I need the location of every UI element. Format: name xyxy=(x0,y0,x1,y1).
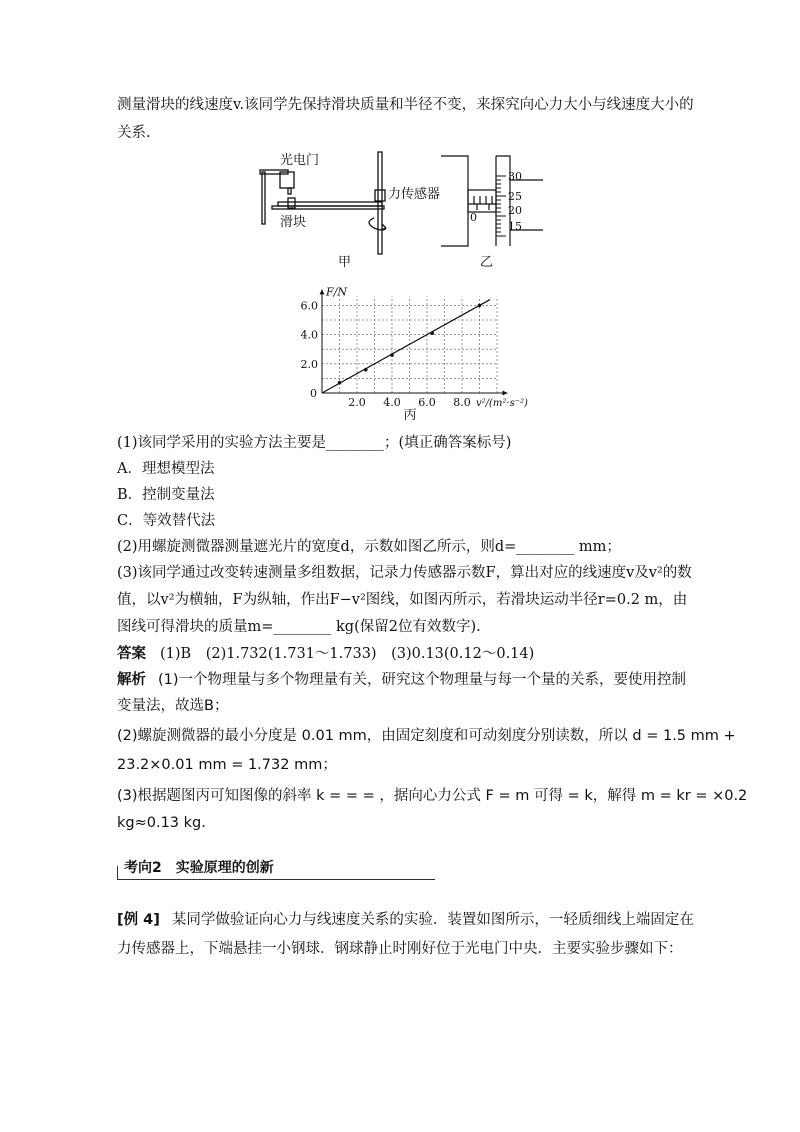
option-c: C．等效替代法 xyxy=(117,513,216,529)
x-tick-label: 2.0 xyxy=(348,396,366,409)
example-line-2: 力传感器上，下端悬挂一小钢球．钢球静止时刚好位于光电门中央．主要实验步骤如下： xyxy=(117,941,683,957)
analysis-text-1: (1)一个物理量与多个物理量有关，研究这个物理量与每一个量的关系，要使用控制 xyxy=(158,672,687,688)
x-axis-label: v²/(m²·s⁻²) xyxy=(476,398,528,409)
example-text-1: 某同学做验证向心力与线速度关系的实验．装置如图所示，一轻质细线上端固定在 xyxy=(171,912,694,928)
analysis-line-2: 变量法，故选B； xyxy=(117,698,229,714)
sensor-label: 力传感器 xyxy=(388,187,441,202)
fit-line xyxy=(322,300,490,393)
section-heading: 考向2 实验原理的创新 xyxy=(124,860,274,876)
x-tick-label: 8.0 xyxy=(453,396,471,409)
analysis-line-1 xyxy=(117,670,686,690)
y-axis-label: F/N xyxy=(326,285,347,299)
analysis-line-6: kg≈0.13 kg. xyxy=(117,815,206,831)
x-axis-arrow xyxy=(503,391,508,396)
scale-label-20: 20 xyxy=(508,204,522,217)
origin-label: 0 xyxy=(310,387,317,400)
option-a: A．理想模型法 xyxy=(117,461,215,477)
figure-yi-caption: 乙 xyxy=(480,255,494,270)
photogate-label: 光电门 xyxy=(280,153,320,168)
text-line-2: 关系. xyxy=(117,125,151,141)
figure-bing-chart xyxy=(288,280,528,422)
y-tick-label: 4.0 xyxy=(300,328,318,342)
analysis-line-3: (2)螺旋测微器的最小分度是 0.01 mm，由固定刻度和可动刻度分别读数，所以 d = 1.5 mm + xyxy=(117,728,736,744)
answer-row xyxy=(117,644,534,664)
section-rule xyxy=(117,879,435,880)
text-line-1: 测量滑块的线速度v.该同学先保持滑块质量和半径不变，来探究向心力大小与线速度大小的 xyxy=(117,97,694,113)
question-1: (1)该同学采用的实验方法主要是________；(填正确答案标号) xyxy=(117,435,512,451)
x-tick-label: 4.0 xyxy=(383,396,401,409)
analysis-line-4: 23.2×0.01 mm = 1.732 mm； xyxy=(117,757,337,773)
slider-label: 滑块 xyxy=(280,215,307,230)
figure-jia-caption: 甲 xyxy=(338,255,352,270)
figure-bing-caption: 丙 xyxy=(403,408,417,422)
answer-text: (1)B (2)1.732(1.731～1.733) (3)0.13(0.12～0.14) xyxy=(160,646,535,662)
question-3-line-1: (3)该同学通过改变转速测量多组数据，记录力传感器示数F，算出对应的线速度v及v²的数 xyxy=(117,565,692,581)
question-3-line-2: 值，以v²为横轴，F为纵轴，作出F−v²图线，如图丙所示，若滑块运动半径r=0.2 m，由 xyxy=(117,592,688,608)
y-tick-label: 2.0 xyxy=(300,357,318,371)
example-line-1 xyxy=(117,910,694,930)
x-tick-label: 6.0 xyxy=(418,396,436,409)
figure-yi xyxy=(438,150,558,272)
figure-jia xyxy=(250,148,450,273)
option-b: B．控制变量法 xyxy=(117,487,215,503)
data-point xyxy=(390,353,394,357)
data-point xyxy=(430,331,434,335)
analysis-label: 解析 xyxy=(117,672,146,688)
data-point xyxy=(364,368,368,372)
y-axis-arrow xyxy=(320,289,325,294)
question-2: (2)用螺旋测微器测量遮光片的宽度d，示数如图乙所示，则d=________ mm； xyxy=(117,539,621,555)
y-tick-label: 6.0 xyxy=(300,299,318,313)
data-point xyxy=(478,304,482,308)
answer-label: 答案 xyxy=(117,646,146,662)
scale-label-15: 15 xyxy=(508,220,522,233)
zero-label: 0 xyxy=(470,211,477,224)
question-3-line-3: 图线可得滑块的质量m=________ kg(保留2位有效数字). xyxy=(117,619,481,635)
scale-label-25: 25 xyxy=(508,190,522,203)
data-point xyxy=(338,381,342,385)
analysis-line-5: (3)根据题图丙可知图像的斜率 k = = = ，据向心力公式 F = m 可得 = k，解得 m = kr = ×0.2 xyxy=(117,788,748,804)
example-label: [例 4] xyxy=(117,912,160,928)
section-rule-vertical xyxy=(117,866,118,880)
scale-label-30: 30 xyxy=(508,170,522,183)
